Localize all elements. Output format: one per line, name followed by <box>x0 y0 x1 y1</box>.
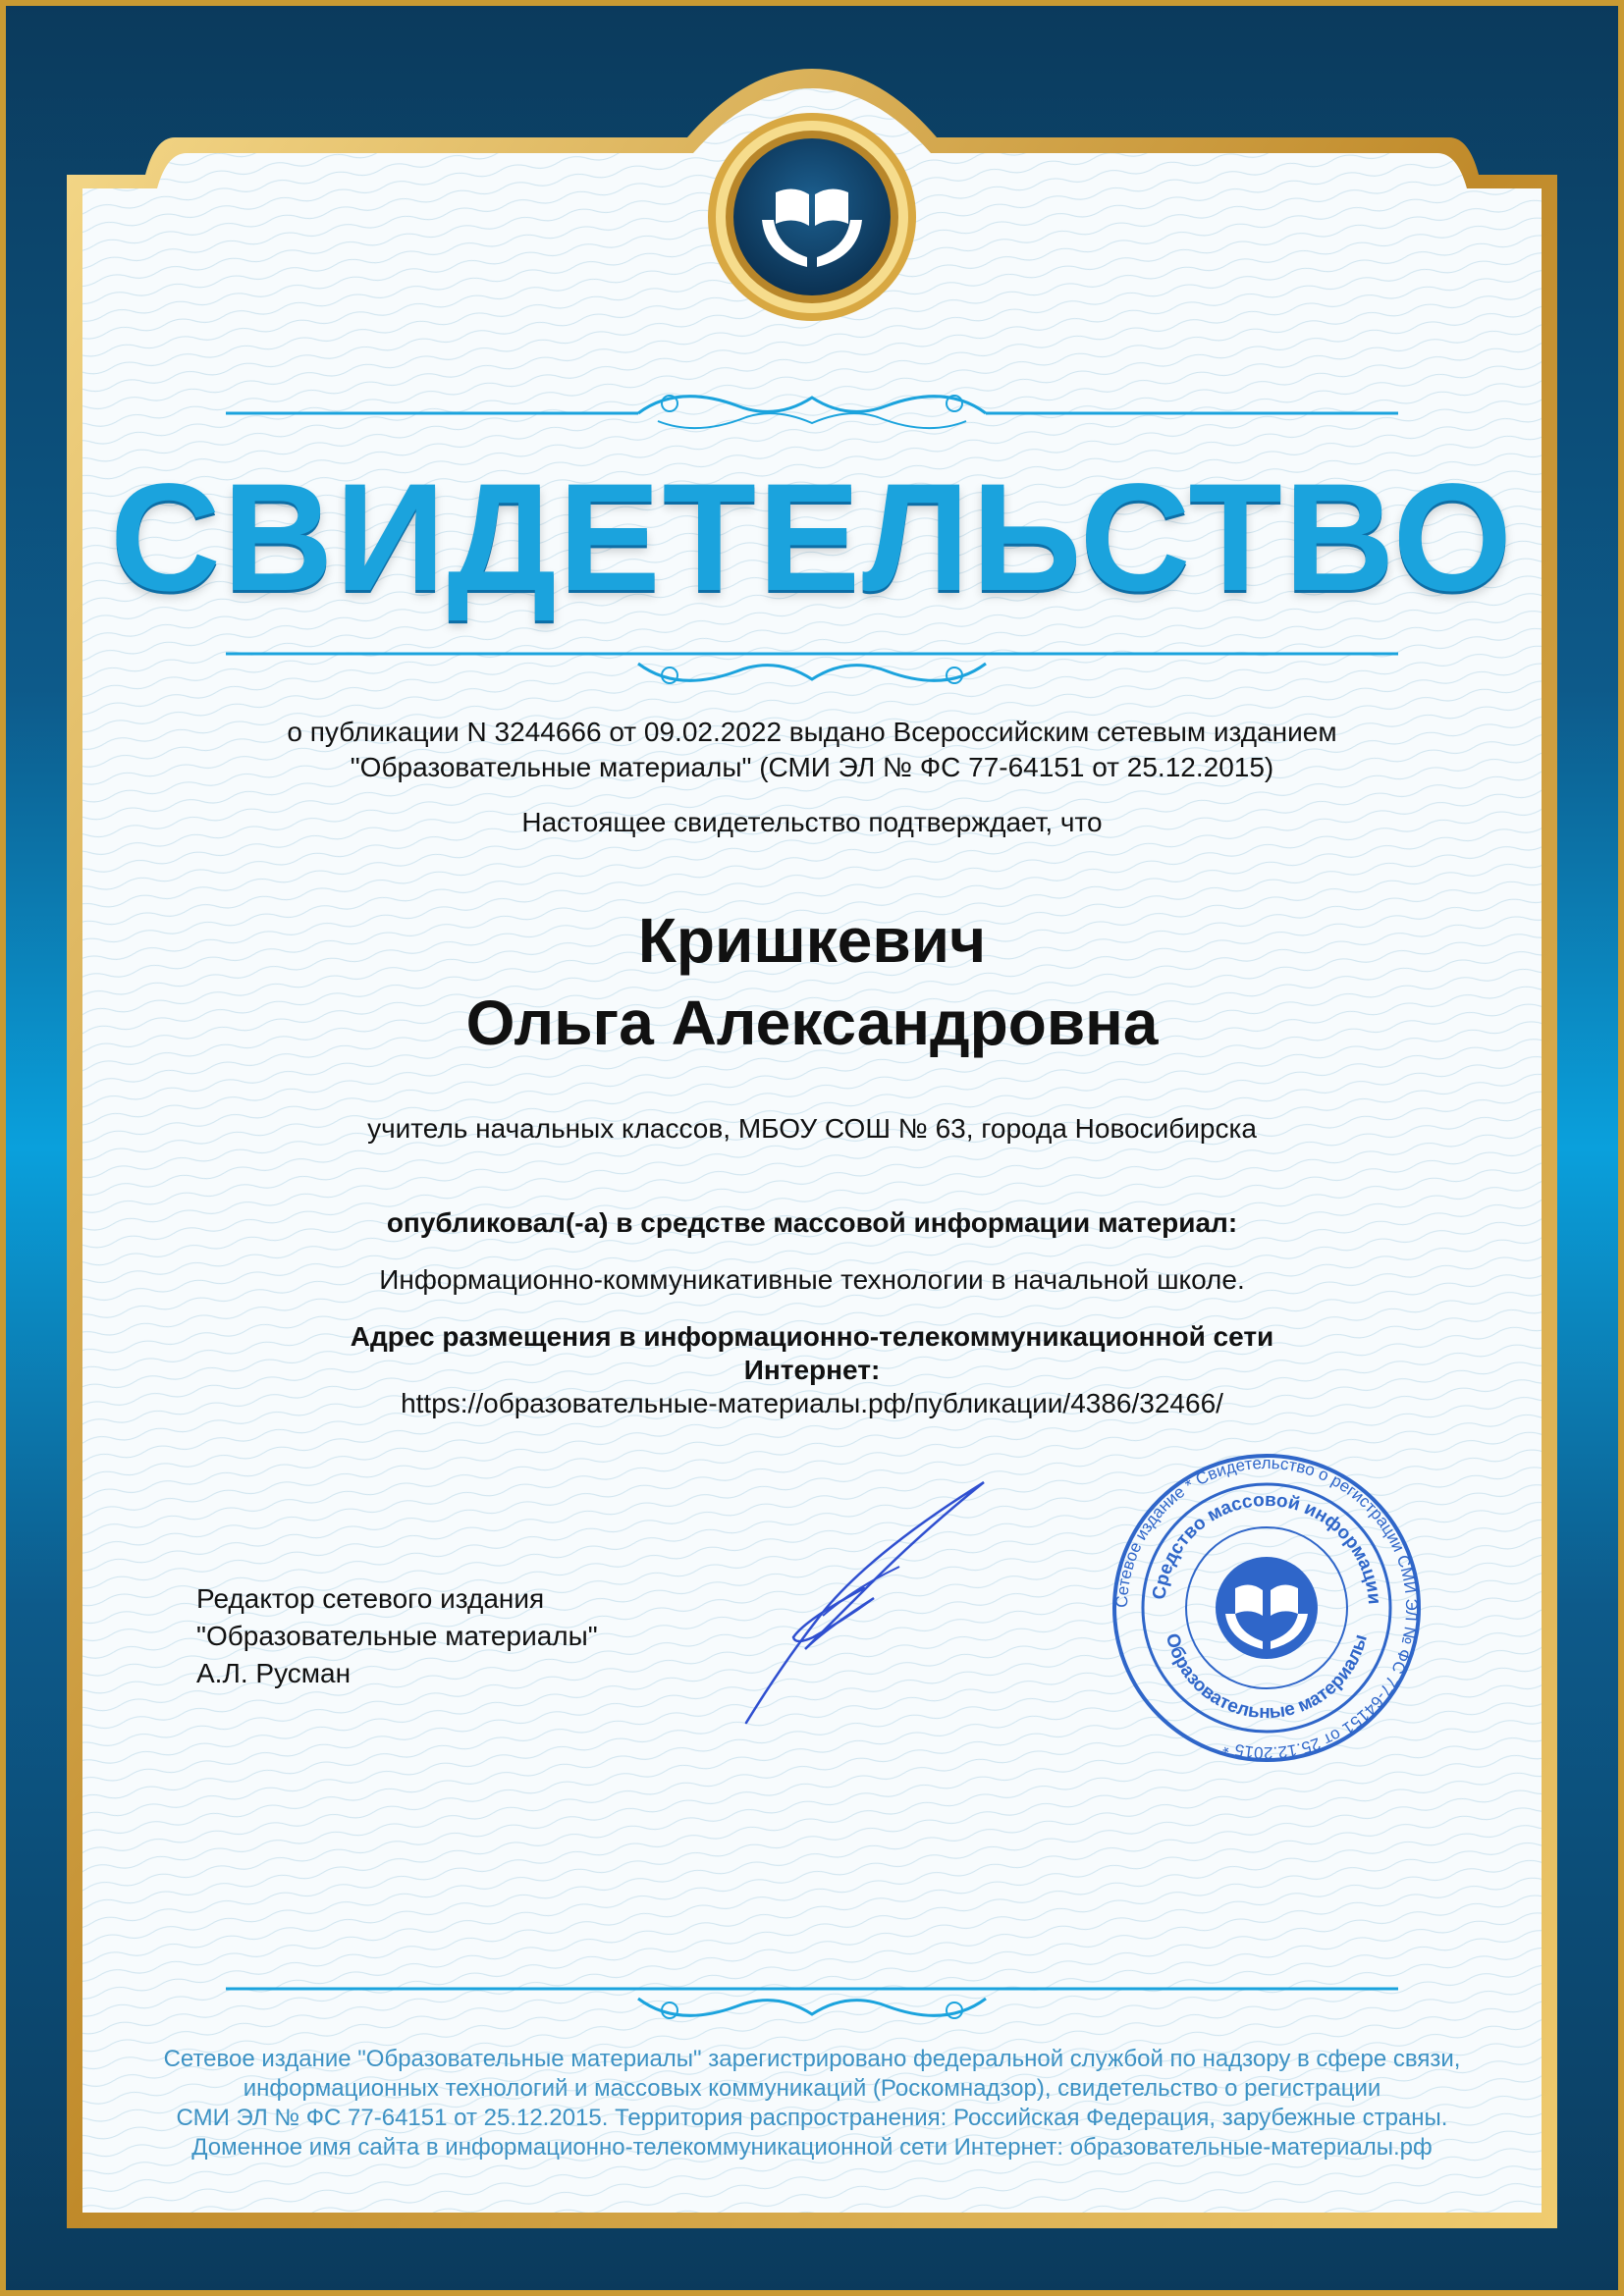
editor-block <box>196 1580 598 1692</box>
stamp-inner-top-text: Средство массовой информации <box>1149 1489 1385 1606</box>
publication-url: https://образовательные-материалы.рф/публикации/4386/32466/ <box>401 1388 1223 1418</box>
publisher-stamp <box>1110 1451 1424 1765</box>
published-heading: опубликовал(-а) в средстве массовой информации материал: <box>386 1207 1238 1238</box>
editor-title: Редактор сетевого издания <box>196 1583 545 1614</box>
footer-line-2: информационных технологий и массовых коммуникаций (Роскомнадзор), свидетельство о регистрации <box>243 2075 1381 2102</box>
registration-footer <box>0 2045 1624 2163</box>
footer-line-1: Сетевое издание "Образовательные материалы" зарегистрировано федеральной службой по надзору в сфере связи, <box>163 2046 1461 2072</box>
stamp-book-hands-icon <box>1216 1557 1318 1659</box>
publication-line-1: о публикации N 3244666 от 09.02.2022 выдано Всероссийским сетевым изданием <box>287 717 1337 747</box>
editor-name: А.Л. Русман <box>196 1658 352 1688</box>
publisher-emblem-icon <box>705 110 919 324</box>
stamp-outer-text: Сетевое издание * Свидетельство о регистрации СМИ ЭЛ № ФС 77-64151 от 25.12.2015 * <box>1111 1453 1422 1763</box>
footer-line-3: СМИ ЭЛ № ФС 77-64151 от 25.12.2015. Территория распространения: Российская Федерация, зарубежные страны. <box>176 2105 1448 2131</box>
confirms-text: Настоящее свидетельство подтверждает, что <box>521 807 1103 837</box>
certificate-title: СВИДЕТЕЛЬСТВО <box>110 453 1514 623</box>
editor-publication: "Образовательные материалы" <box>196 1621 598 1651</box>
recipient-position: учитель начальных классов, МБОУ СОШ № 63, города Новосибирска <box>367 1113 1257 1144</box>
editor-signature <box>727 1472 1001 1737</box>
address-heading-line-1: Адрес размещения в информационно-телекоммуникационной сети <box>350 1321 1274 1352</box>
recipient-surname: Кришкевич <box>637 905 987 976</box>
bottom-ornament-divider <box>226 1973 1398 2032</box>
material-title: Информационно-коммуникативные технологии в начальной школе. <box>379 1264 1245 1295</box>
stamp-inner-bottom-text: Образовательные материалы <box>1161 1630 1372 1724</box>
footer-line-4: Доменное имя сайта в информационно-телекоммуникационной сети Интернет: образовательные-материалы.рф <box>191 2134 1433 2161</box>
middle-ornament-divider <box>226 638 1398 697</box>
address-heading-line-2: Интернет: <box>743 1355 881 1385</box>
publication-line-2: "Образовательные материалы" (СМИ ЭЛ № ФС 77-64151 от 25.12.2015) <box>350 752 1274 782</box>
top-ornament-divider <box>226 378 1398 437</box>
recipient-given-names: Ольга Александровна <box>465 988 1159 1058</box>
